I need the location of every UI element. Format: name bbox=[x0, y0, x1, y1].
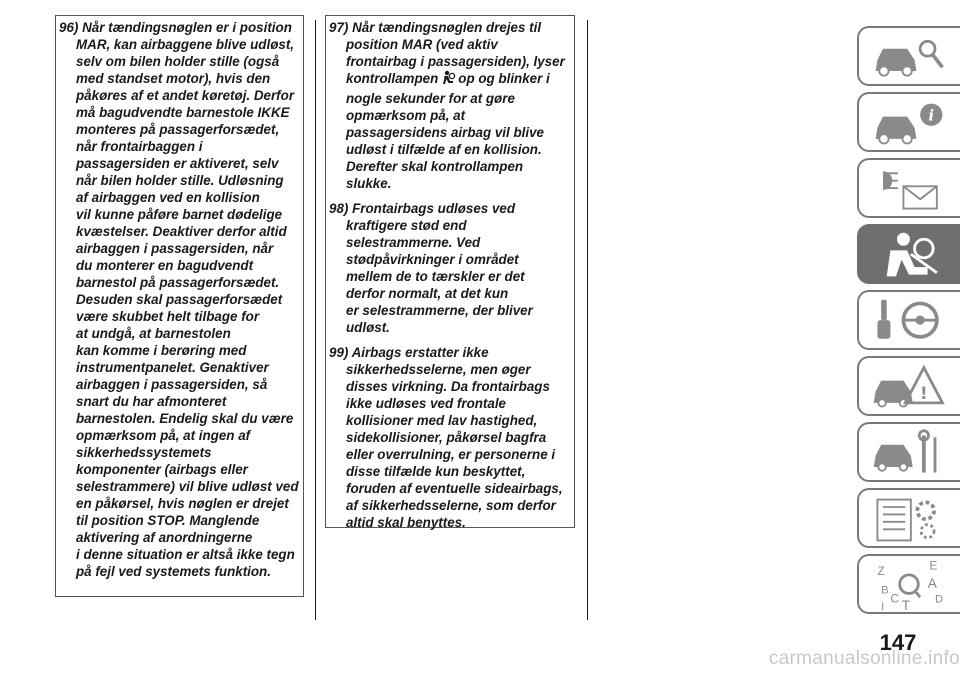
note-line: eller overrulning, er personerne i bbox=[346, 447, 556, 462]
note-line: stødpåvirkninger i området bbox=[346, 252, 519, 267]
note-number: 99) bbox=[329, 345, 349, 360]
warning-box-right bbox=[325, 15, 575, 528]
note-line: ikke udløses ved frontale bbox=[346, 396, 507, 411]
note-text: Frontairbags udløses ved bbox=[348, 201, 516, 216]
note-number: 97) bbox=[329, 20, 349, 35]
car-info-icon bbox=[867, 98, 951, 150]
note-96 bbox=[59, 19, 303, 580]
note-line: barnestol på passagerforsædet. bbox=[76, 275, 280, 290]
index-letter: D bbox=[935, 593, 944, 606]
note-line: nogle sekunder for at gøre bbox=[346, 91, 515, 106]
car-emergency-icon bbox=[867, 362, 951, 414]
index-letter: C bbox=[890, 591, 900, 606]
index-letter: Z bbox=[877, 563, 885, 578]
note-97 bbox=[329, 19, 574, 192]
key-steering-wheel-icon bbox=[867, 296, 951, 348]
note-line: snart du har afmonteret bbox=[76, 394, 227, 409]
note-line: passagersidens airbag vil blive bbox=[346, 125, 544, 140]
note-first-line bbox=[329, 200, 574, 217]
note-line: selv om bilen holder stille (også bbox=[76, 54, 280, 69]
note-line: Derefter skal kontrollampen bbox=[346, 159, 524, 174]
note-line: du monterer en bagudvendt bbox=[76, 258, 254, 273]
note-line: aktivering af anordningerne bbox=[76, 530, 253, 545]
note-text: Airbags erstatter ikke bbox=[348, 345, 489, 360]
note-line: komponenter (airbags eller bbox=[76, 462, 248, 477]
page-number: 147 bbox=[879, 630, 917, 655]
note-line: når frontairbaggen i bbox=[76, 139, 203, 154]
note-line: en påkørsel, hvis nøglen er drejet bbox=[76, 496, 289, 511]
note-line: må bagudvendte barnestole IKKE bbox=[76, 105, 290, 120]
note-line: altid skal benyttes. bbox=[346, 515, 466, 530]
note-line: foruden af eventuelle sideairbags, bbox=[346, 481, 563, 496]
note-number: 96) bbox=[59, 20, 79, 35]
note-line: af airbaggen ved en kollision bbox=[76, 190, 260, 205]
note-line: udløst i tilfælde af en kollision. bbox=[346, 142, 542, 157]
note-line: selestrammerne. Ved bbox=[346, 235, 481, 250]
note-98 bbox=[329, 200, 574, 336]
index-letter: B bbox=[881, 584, 889, 597]
column-divider-right bbox=[587, 20, 588, 620]
note-line: udløst. bbox=[346, 320, 390, 335]
watermark: carmanualsonline.info bbox=[768, 648, 960, 669]
note-line: kvæstelser. Deaktiver derfor altid bbox=[76, 224, 287, 239]
note-icon-line bbox=[329, 70, 574, 90]
note-line: vil kunne påføre barnet dødelige bbox=[76, 207, 283, 222]
note-line: sikkerhedsselerne, men øger bbox=[346, 362, 531, 377]
chapter-tab-8[interactable] bbox=[857, 488, 960, 548]
note-line: er selestrammerne, der bliver bbox=[346, 303, 533, 318]
chapter-tab-5[interactable] bbox=[857, 290, 960, 350]
note-line: instrumentpanelet. Genaktiver bbox=[76, 360, 269, 375]
note-first-line bbox=[329, 19, 574, 36]
note-line: til position STOP. Manglende bbox=[76, 513, 260, 528]
warning-box-left bbox=[55, 15, 304, 597]
note-99 bbox=[329, 344, 574, 531]
chapter-tab-1[interactable] bbox=[857, 26, 960, 86]
note-line: derfor normalt, at det kun bbox=[346, 286, 509, 301]
note-line: sikkerhedssystemets bbox=[76, 445, 212, 460]
svg-text:!: ! bbox=[920, 383, 928, 404]
note-line: være skubbet helt tilbage for bbox=[76, 309, 260, 324]
svg-text:i: i bbox=[928, 106, 935, 125]
note-line: frontairbag i passagersiden), lyser bbox=[346, 54, 565, 69]
note-text: Når tændingsnøglen drejes til bbox=[348, 20, 542, 35]
note-line: monteres på passagerforsædet, bbox=[76, 122, 280, 137]
note-line: slukke. bbox=[346, 176, 392, 191]
airbag-warning-icon bbox=[440, 70, 456, 90]
note-text: kontrollampen bbox=[346, 71, 439, 86]
chapter-tab-4[interactable] bbox=[857, 224, 960, 284]
note-line: kollisioner med lav hastighed, bbox=[346, 413, 538, 428]
note-line: kan komme i berøring med bbox=[76, 343, 247, 358]
note-line: passagersiden er aktiveret, selv bbox=[76, 156, 279, 171]
note-text: Når tændingsnøglen er i position bbox=[78, 20, 292, 35]
note-line: påkøres af et andet køretøj. Derfor bbox=[76, 88, 295, 103]
column-divider-left bbox=[315, 20, 316, 620]
note-line: kraftigere stød end bbox=[346, 218, 467, 233]
note-first-line bbox=[329, 344, 574, 361]
car-search-icon bbox=[867, 32, 951, 84]
index-letter: E bbox=[929, 560, 938, 573]
note-line: opmærksom på, at ingen af bbox=[76, 428, 251, 443]
note-line: position MAR (ved aktiv bbox=[346, 37, 498, 52]
note-line: disses virkning. Da frontairbags bbox=[346, 379, 550, 394]
index-letter: I bbox=[881, 601, 885, 612]
notes-97-99 bbox=[329, 19, 574, 531]
note-text: op og blinker i bbox=[458, 71, 550, 86]
note-number: 98) bbox=[329, 201, 349, 216]
alphabet-index-icon bbox=[867, 560, 951, 612]
note-line: på fejl ved systemets funktion. bbox=[76, 564, 271, 579]
note-line: at undgå, at barnestolen bbox=[76, 326, 231, 341]
index-letter: T bbox=[901, 597, 911, 612]
chapter-tab-3[interactable] bbox=[857, 158, 960, 218]
note-line: når bilen holder stille. Udløsning bbox=[76, 173, 284, 188]
car-tools-icon bbox=[867, 428, 951, 480]
chapter-tab-2[interactable] bbox=[857, 92, 960, 152]
note-line: med standset motor), hvis den bbox=[76, 71, 271, 86]
note-line: airbaggen i passagersiden, når bbox=[76, 241, 274, 256]
note-line: af sikkerhedsselerne, som derfor bbox=[346, 498, 556, 513]
airbag-seat-icon bbox=[867, 230, 951, 282]
chapter-tab-6[interactable] bbox=[857, 356, 960, 416]
note-line: selestrammere) vil blive udløst ved bbox=[76, 479, 299, 494]
note-line: Desuden skal passagerforsædet bbox=[76, 292, 283, 307]
note-line: barnestolen. Endelig skal du være bbox=[76, 411, 294, 426]
note-line: airbaggen i passagersiden, så bbox=[76, 377, 268, 392]
note-line: mellem de to tærskler er det bbox=[346, 269, 525, 284]
index-letter: A bbox=[927, 574, 937, 591]
note-first-line bbox=[59, 19, 303, 36]
note-line: opmærksom på, at bbox=[346, 108, 466, 123]
note-line: MAR, kan airbaggene blive udløst, bbox=[76, 37, 295, 52]
note-line: i denne situation er altså ikke tegn bbox=[76, 547, 295, 562]
specs-list-icon bbox=[867, 494, 951, 546]
note-line: disse tilfælde kun beskyttet, bbox=[346, 464, 526, 479]
warning-lights-icon bbox=[867, 164, 951, 216]
note-line: sidekollisioner, påkørsel bagfra bbox=[346, 430, 547, 445]
chapter-tab-7[interactable] bbox=[857, 422, 960, 482]
chapter-tab-9[interactable] bbox=[857, 554, 960, 614]
